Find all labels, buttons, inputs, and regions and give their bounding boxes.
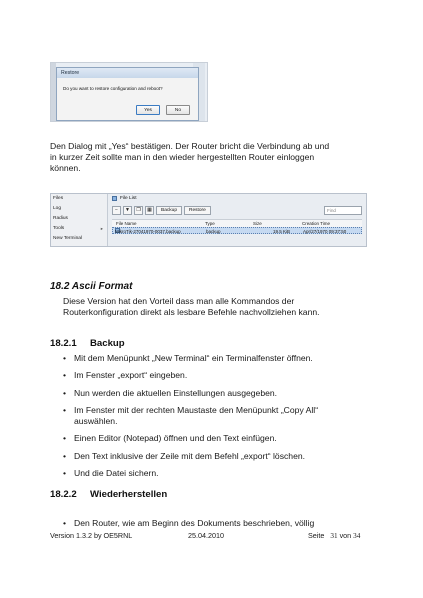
column-header-file-name[interactable]: File Name bbox=[116, 221, 137, 226]
no-button[interactable]: No bbox=[166, 105, 190, 115]
sidebar-item-label: Tools bbox=[53, 226, 65, 231]
footer-version: Version 1.3.2 by OE5RNL bbox=[50, 531, 133, 540]
list-item: • Einen Editor (Notepad) öffnen und den Text einfügen. bbox=[63, 433, 383, 444]
text-line: in kurzer Zeit sollte man in den wieder hergestellten Router einloggen bbox=[50, 152, 315, 163]
file-list-screenshot bbox=[50, 193, 367, 247]
file-size-cell: 19.5 KiB bbox=[273, 229, 291, 234]
file-list-window bbox=[108, 194, 366, 246]
list-item: • Den Text inklusive der Zeile mit dem Befehl „export“ löschen. bbox=[63, 451, 383, 462]
dialog-instructions bbox=[50, 141, 390, 175]
bullet-glyph: • bbox=[63, 518, 67, 528]
section-heading-18-2-2 bbox=[50, 489, 167, 500]
restore-dialog bbox=[56, 67, 199, 121]
page-label: Seite bbox=[308, 531, 325, 540]
copy-icon[interactable]: ❐ bbox=[134, 206, 143, 215]
of-label: von bbox=[339, 531, 352, 540]
text-line: Diese Version hat den Vorteil dass man alle Kommandos der bbox=[63, 296, 295, 306]
page-total: 34 bbox=[353, 532, 361, 540]
table-row[interactable] bbox=[112, 227, 362, 234]
section-title: Backup bbox=[90, 338, 125, 349]
find-input[interactable]: Find bbox=[324, 206, 362, 215]
remove-icon[interactable]: − bbox=[112, 206, 121, 215]
file-type-cell: backup bbox=[206, 229, 221, 234]
toolbar bbox=[112, 206, 211, 215]
backup-steps-list bbox=[63, 353, 383, 485]
list-item: • Den Router, wie am Beginn des Dokuments beschrieben, völlig bbox=[63, 518, 315, 528]
backup-button[interactable]: Backup bbox=[156, 206, 182, 215]
sidebar-item-tools[interactable] bbox=[51, 224, 107, 234]
list-item: • Im Fenster „export“ eingeben. bbox=[63, 370, 383, 381]
text-line: Den Dialog mit „Yes“ bestätigen. Der Router bricht die Verbindung ab und bbox=[50, 141, 330, 151]
list-item: • Mit dem Menüpunkt „New Terminal“ ein Terminalfenster öffnen. bbox=[63, 353, 383, 364]
list-item: • Im Fenster mit der rechten Maustaste den Menüpunkt „Copy All“ auswählen. bbox=[63, 405, 383, 427]
restore-steps-list bbox=[63, 518, 393, 529]
page-number: 31 bbox=[330, 532, 338, 540]
sidebar-item-radius[interactable]: Radius bbox=[53, 216, 68, 221]
file-created-cell: Apr/27/1970 09:37:50 bbox=[303, 229, 347, 234]
list-item: • Nun werden die aktuellen Einstellungen ausgegeben. bbox=[63, 388, 383, 399]
footer-date: 25.04.2010 bbox=[188, 531, 224, 540]
section-number: 18.2.2 bbox=[50, 489, 77, 500]
section-title: Wiederherstellen bbox=[90, 489, 168, 500]
chevron-right-icon: ▸ bbox=[100, 226, 103, 231]
window-icon bbox=[112, 196, 117, 201]
section-heading-18-2: 18.2 Ascii Format bbox=[50, 281, 133, 292]
section-heading-18-2-1 bbox=[50, 338, 125, 349]
dialog-message: Do you want to restore configuration and reboot? bbox=[63, 86, 163, 91]
column-header-creation-time[interactable]: Creation Time bbox=[302, 221, 331, 226]
restore-dialog-screenshot bbox=[50, 62, 208, 122]
restore-button[interactable]: Restore bbox=[184, 206, 211, 215]
paste-icon[interactable]: ▦ bbox=[145, 206, 154, 215]
window-title: File List bbox=[120, 196, 137, 201]
text-line: Routerkonfiguration direkt als lesbare Befehle nachvollziehen kann. bbox=[63, 307, 320, 318]
file-name: MikroTik-27041970-0037.backup bbox=[115, 229, 181, 234]
yes-button[interactable]: Yes bbox=[136, 105, 160, 115]
footer-page-info bbox=[308, 531, 360, 540]
column-header-size[interactable]: Size bbox=[253, 221, 262, 226]
dialog-title: Restore bbox=[57, 68, 198, 78]
sidebar-item-new-terminal[interactable]: New Terminal bbox=[53, 236, 82, 241]
sidebar-item-log[interactable]: Log bbox=[53, 206, 62, 211]
sidebar-menu bbox=[51, 194, 108, 246]
file-list-titlebar bbox=[108, 194, 366, 203]
sidebar-item-files[interactable]: Files bbox=[53, 196, 64, 201]
text-line: können. bbox=[50, 163, 81, 174]
section-18-2-text bbox=[63, 296, 393, 318]
list-item: • Und die Datei sichern. bbox=[63, 468, 383, 479]
section-number: 18.2.1 bbox=[50, 338, 77, 349]
column-header-type[interactable]: Type bbox=[205, 221, 215, 226]
filter-icon[interactable]: ▼ bbox=[123, 206, 132, 215]
